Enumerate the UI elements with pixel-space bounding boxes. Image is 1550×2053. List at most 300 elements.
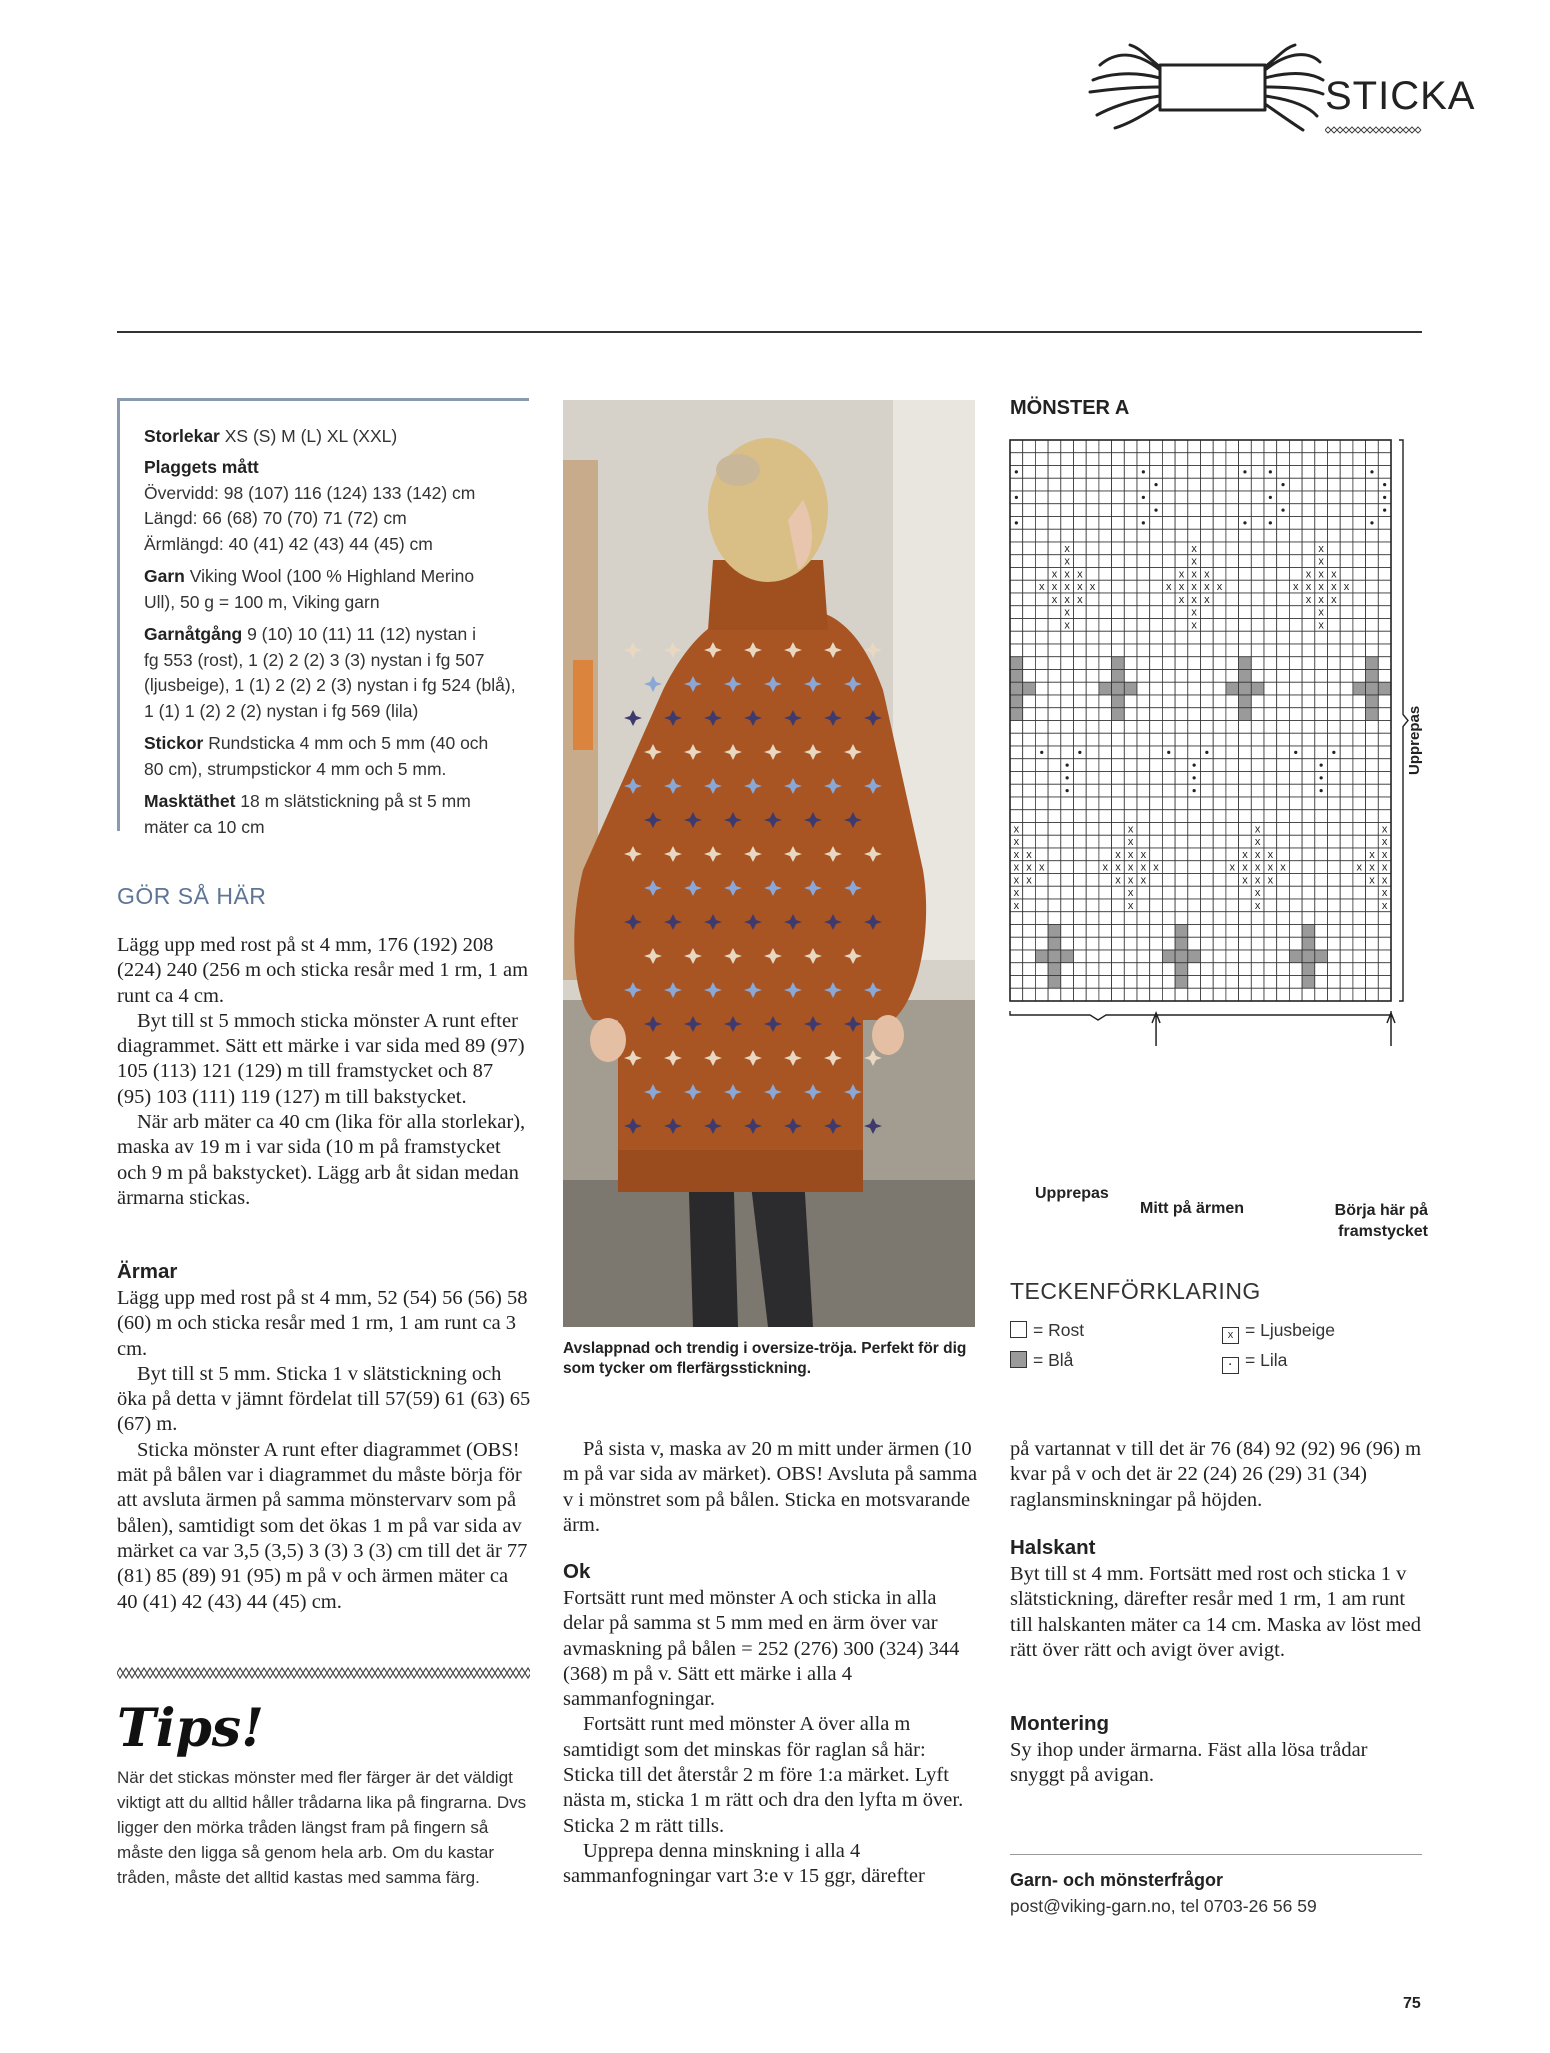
chart-cell xyxy=(1010,568,1023,581)
chart-cell xyxy=(1112,988,1125,1001)
gor-sa-har-text: Lägg upp med rost på st 4 mm, 176 (192) 208 (224) 240 (256 m och sticka resår med 1 rm, 1 am runt ca 4 cm. Byt till st 5 mmoch sticka mönster A runt efter diagrammet. Sätt ett märke i var sida med 89 (97) 105 (113) 121 (129) m till framstycket och 87 (95) 103 (111) 119 (127) m till bakstycket. När arb mäter ca 40 cm (lika för alla storlekar), maska av 19 m i var sida (10 m på framstycket och 9 m på bakstycket). Lägg arb åt sidan medan ärmarna stickas. xyxy=(117,934,529,1209)
chart-cell xyxy=(1328,874,1341,887)
chart-cell xyxy=(1112,466,1125,479)
gray-square-icon xyxy=(1010,1351,1027,1368)
chart-cell-mark: x xyxy=(1381,823,1388,836)
chart-cell-mark: x xyxy=(1381,848,1388,861)
chart-cell xyxy=(1302,466,1315,479)
chart-cell xyxy=(1213,682,1226,695)
chart-cell xyxy=(1086,453,1099,466)
chart-cell xyxy=(1315,721,1328,734)
chart-cell xyxy=(1112,835,1125,848)
chart-cell xyxy=(1277,721,1290,734)
chart-cell xyxy=(1061,925,1074,938)
chart-cell xyxy=(1289,823,1302,836)
chart-cell xyxy=(1289,784,1302,797)
chart-cell xyxy=(1366,529,1379,542)
sizes-line: Storlekar XS (S) M (L) XL (XXL) xyxy=(144,426,398,446)
chart-cell xyxy=(1175,695,1188,708)
chart-cell xyxy=(1048,976,1061,989)
chart-cell xyxy=(1137,542,1150,555)
chart-cell xyxy=(1251,695,1264,708)
chart-cell xyxy=(1366,899,1379,912)
chart-cell xyxy=(1010,912,1023,925)
chart-cell xyxy=(1162,606,1175,619)
chart-cell xyxy=(1074,861,1087,874)
chart-cell xyxy=(1074,937,1087,950)
chart-cell xyxy=(1175,657,1188,670)
chart-cell xyxy=(1010,453,1023,466)
chart-cell xyxy=(1074,619,1087,632)
chart-cell xyxy=(1201,937,1214,950)
chart-cell xyxy=(1226,810,1239,823)
chart-cell xyxy=(1366,937,1379,950)
chart-cell xyxy=(1366,606,1379,619)
chart-cell xyxy=(1175,772,1188,785)
chart-cell xyxy=(1086,478,1099,491)
chart-cell xyxy=(1213,606,1226,619)
chart-cell xyxy=(1074,963,1087,976)
chart-cell xyxy=(1302,682,1315,695)
chart-cell xyxy=(1086,963,1099,976)
chart-cell xyxy=(1048,644,1061,657)
chart-cell-mark: x xyxy=(1191,619,1197,632)
chart-cell xyxy=(1061,670,1074,683)
chart-cell xyxy=(1277,453,1290,466)
chart-cell xyxy=(1315,797,1328,810)
chart-cell-mark: x xyxy=(1166,581,1172,593)
chart-cell xyxy=(1124,682,1137,695)
zigzag-divider xyxy=(1325,126,1423,134)
chart-cell xyxy=(1074,708,1087,721)
chart-cell xyxy=(1162,925,1175,938)
chart-cell xyxy=(1302,644,1315,657)
chart-cell xyxy=(1086,555,1099,568)
chart-cell xyxy=(1137,721,1150,734)
chart-cell xyxy=(1150,517,1163,530)
chart-cell-mark xyxy=(1320,776,1323,779)
chart-cell xyxy=(1264,721,1277,734)
chart-cell xyxy=(1023,886,1036,899)
chart-cell xyxy=(1264,733,1277,746)
chart-cell xyxy=(1086,848,1099,861)
chart-cell xyxy=(1086,670,1099,683)
chart-cell-mark: x xyxy=(1013,823,1020,836)
chart-cell xyxy=(1328,810,1341,823)
chart-cell-mark xyxy=(1281,509,1284,512)
chart-cell xyxy=(1315,466,1328,479)
chart-cell xyxy=(1251,950,1264,963)
chart-cell xyxy=(1124,606,1137,619)
chart-cell xyxy=(1277,848,1290,861)
chart-cell xyxy=(1353,619,1366,632)
chart-cell xyxy=(1226,912,1239,925)
chart-cell xyxy=(1264,784,1277,797)
chart-cell-mark: x xyxy=(1267,874,1274,887)
chart-cell-mark: x xyxy=(1140,848,1147,861)
chart-cell xyxy=(1188,848,1201,861)
chart-cell-mark: x xyxy=(1267,848,1274,861)
chart-cell xyxy=(1340,453,1353,466)
chart-cell xyxy=(1213,797,1226,810)
chart-cell-mark: x xyxy=(1013,899,1020,912)
chart-cell xyxy=(1226,517,1239,530)
chart-cell xyxy=(1061,746,1074,759)
chart-cell xyxy=(1213,912,1226,925)
chart-cell xyxy=(1162,976,1175,989)
chart-cell xyxy=(1201,631,1214,644)
chart-cell xyxy=(1023,478,1036,491)
chart-cell xyxy=(1137,976,1150,989)
chart-cell xyxy=(1315,976,1328,989)
chart-cell xyxy=(1112,746,1125,759)
chart-cell xyxy=(1074,695,1087,708)
chart-cell xyxy=(1112,976,1125,989)
chart-cell xyxy=(1175,784,1188,797)
chart-cell xyxy=(1099,823,1112,836)
chart-cell-mark: x xyxy=(1318,593,1324,606)
chart-cell xyxy=(1099,950,1112,963)
chart-cell-mark: x xyxy=(1204,568,1210,581)
chart-cell xyxy=(1086,797,1099,810)
chart-cell xyxy=(1239,682,1252,695)
chart-cell xyxy=(1353,721,1366,734)
chart-cell xyxy=(1188,721,1201,734)
chart-cell xyxy=(1264,963,1277,976)
chart-cell xyxy=(1251,517,1264,530)
chart-cell xyxy=(1048,937,1061,950)
chart-cell xyxy=(1150,797,1163,810)
chart-cell xyxy=(1150,568,1163,581)
chart-cell xyxy=(1162,874,1175,887)
chart-cell xyxy=(1074,466,1087,479)
chart-cell xyxy=(1099,555,1112,568)
chart-cell xyxy=(1162,682,1175,695)
chart-cell-mark: x xyxy=(1305,593,1312,606)
chart-cell xyxy=(1289,491,1302,504)
chart-cell xyxy=(1366,670,1379,683)
chart-cell xyxy=(1366,542,1379,555)
chart-cell xyxy=(1061,861,1074,874)
chart-cell xyxy=(1048,478,1061,491)
chart-cell xyxy=(1213,670,1226,683)
chart-cell-mark: x xyxy=(1369,861,1375,874)
chart-cell xyxy=(1201,670,1214,683)
chart-cell xyxy=(1162,899,1175,912)
chart-cell xyxy=(1239,440,1252,453)
chart-cell xyxy=(1251,453,1264,466)
chart-cell xyxy=(1074,682,1087,695)
chart-cell xyxy=(1086,708,1099,721)
chart-cell xyxy=(1340,759,1353,772)
chart-cell xyxy=(1302,950,1315,963)
chart-cell xyxy=(1086,466,1099,479)
chart-cell xyxy=(1277,568,1290,581)
chart-cell xyxy=(1353,580,1366,593)
chart-cell xyxy=(1162,670,1175,683)
chart-cell xyxy=(1086,529,1099,542)
chart-cell xyxy=(1328,682,1341,695)
chart-cell xyxy=(1175,453,1188,466)
chart-cell xyxy=(1112,606,1125,619)
chart-cell xyxy=(1239,529,1252,542)
chart-cell xyxy=(1328,784,1341,797)
chart-cell xyxy=(1099,491,1112,504)
chart-cell xyxy=(1251,593,1264,606)
gauge-block: Masktäthet 18 m slätstickning på st 5 mm mäter ca 10 cm xyxy=(144,791,471,837)
chart-cell xyxy=(1175,937,1188,950)
chart-cell xyxy=(1353,657,1366,670)
chart-cell xyxy=(1061,695,1074,708)
chart-cell xyxy=(1023,797,1036,810)
chart-cell xyxy=(1353,682,1366,695)
chart-cell xyxy=(1112,695,1125,708)
chart-cell xyxy=(1150,619,1163,632)
chart-cell xyxy=(1201,874,1214,887)
chart-cell xyxy=(1074,529,1087,542)
chart-cell xyxy=(1239,835,1252,848)
chart-cell xyxy=(1023,568,1036,581)
chart-cell xyxy=(1264,619,1277,632)
chart-cell-mark: x xyxy=(1254,887,1261,899)
chart-cell xyxy=(1150,848,1163,861)
chart-cell xyxy=(1340,784,1353,797)
chart-cell xyxy=(1137,657,1150,670)
chart-cell xyxy=(1099,784,1112,797)
chart-cell xyxy=(1226,606,1239,619)
chart-cell xyxy=(1162,963,1175,976)
chart-cell-mark xyxy=(1066,764,1069,767)
chart-cell xyxy=(1201,542,1214,555)
chart-cell xyxy=(1099,478,1112,491)
chart-cell xyxy=(1213,555,1226,568)
chart-cell xyxy=(1175,670,1188,683)
legend-heading: TECKENFÖRKLARING xyxy=(1010,1278,1261,1304)
chart-cell xyxy=(1315,835,1328,848)
chart-cell xyxy=(1150,670,1163,683)
chart-cell xyxy=(1150,937,1163,950)
chart-cell xyxy=(1124,912,1137,925)
chart-cell xyxy=(1112,963,1125,976)
chart-cell xyxy=(1023,721,1036,734)
chart-cell xyxy=(1124,797,1137,810)
chart-cell xyxy=(1302,733,1315,746)
chart-cell xyxy=(1112,568,1125,581)
chart-cell xyxy=(1226,899,1239,912)
chart-cell xyxy=(1353,963,1366,976)
chart-cell xyxy=(1086,619,1099,632)
chart-cell xyxy=(1035,568,1048,581)
chart-cell xyxy=(1124,453,1137,466)
chart-cell xyxy=(1289,912,1302,925)
chart-cell xyxy=(1112,504,1125,517)
chart-cell xyxy=(1201,721,1214,734)
chart-cell xyxy=(1251,746,1264,759)
chart-cell xyxy=(1315,733,1328,746)
section-heading-gor-sa-har: GÖR SÅ HÄR xyxy=(117,883,267,909)
chart-cell xyxy=(1239,670,1252,683)
chart-cell-mark: x xyxy=(1064,555,1070,568)
chart-cell xyxy=(1150,453,1163,466)
chart-cell xyxy=(1150,874,1163,887)
chart-cell xyxy=(1175,504,1188,517)
chart-cell xyxy=(1112,555,1125,568)
chart-cell xyxy=(1315,504,1328,517)
chart-cell xyxy=(1378,644,1391,657)
chart-cell xyxy=(1378,988,1391,1001)
chart-cell xyxy=(1175,797,1188,810)
chart-cell xyxy=(1162,912,1175,925)
chart-cell xyxy=(1010,988,1023,1001)
chart-cell xyxy=(1188,988,1201,1001)
chart-cell xyxy=(1353,810,1366,823)
chart-cell xyxy=(1048,517,1061,530)
chart-cell xyxy=(1366,835,1379,848)
chart-cell xyxy=(1150,606,1163,619)
chart-cell xyxy=(1264,746,1277,759)
chart-cell xyxy=(1035,619,1048,632)
chart-cell xyxy=(1099,886,1112,899)
chart-cell xyxy=(1175,529,1188,542)
chart-cell xyxy=(1239,580,1252,593)
chart-cell xyxy=(1074,784,1087,797)
chart-cell xyxy=(1315,886,1328,899)
chart-cell xyxy=(1366,491,1379,504)
chart-cell xyxy=(1277,988,1290,1001)
chart-cell xyxy=(1226,568,1239,581)
chart-cell xyxy=(1239,746,1252,759)
chart-cell xyxy=(1137,937,1150,950)
chart-cell xyxy=(1162,772,1175,785)
chart-cell-mark: x xyxy=(1242,861,1248,874)
chart-cell xyxy=(1035,899,1048,912)
chart-cell xyxy=(1239,568,1252,581)
chart-cell xyxy=(1353,695,1366,708)
chart-cell xyxy=(1023,963,1036,976)
chart-cell xyxy=(1086,733,1099,746)
chart-cell xyxy=(1188,708,1201,721)
chart-cell xyxy=(1137,823,1150,836)
chart-cell xyxy=(1239,644,1252,657)
chart-cell xyxy=(1378,708,1391,721)
chart-cell xyxy=(1112,912,1125,925)
chart-cell xyxy=(1239,937,1252,950)
chart-cell xyxy=(1137,988,1150,1001)
chart-cell xyxy=(1137,670,1150,683)
chart-cell xyxy=(1112,810,1125,823)
chart-cell xyxy=(1112,657,1125,670)
chart-cell xyxy=(1213,440,1226,453)
chart-cell xyxy=(1366,453,1379,466)
chart-cell-mark: x xyxy=(1115,874,1121,887)
chart-cell xyxy=(1277,835,1290,848)
chart-cell xyxy=(1366,950,1379,963)
chart-cell xyxy=(1099,912,1112,925)
chart-cell xyxy=(1086,695,1099,708)
chart-cell xyxy=(1201,644,1214,657)
chart-cell xyxy=(1010,682,1023,695)
chart-cell xyxy=(1099,848,1112,861)
chart-cell-mark: x xyxy=(1191,593,1197,606)
chart-cell xyxy=(1150,733,1163,746)
chart-cell xyxy=(1264,810,1277,823)
chart-cell-mark xyxy=(1320,764,1323,767)
chart-cell xyxy=(1315,937,1328,950)
chart-cell xyxy=(1340,937,1353,950)
chart-cell xyxy=(1315,657,1328,670)
chart-cell xyxy=(1112,950,1125,963)
chart-cell xyxy=(1302,453,1315,466)
chart-cell xyxy=(1213,886,1226,899)
chart-cell xyxy=(1074,491,1087,504)
page-number: 75 xyxy=(1403,1995,1421,2012)
chart-cell xyxy=(1289,695,1302,708)
chart-cell xyxy=(1213,899,1226,912)
chart-cell xyxy=(1074,453,1087,466)
chart-cell xyxy=(1023,835,1036,848)
chart-cell xyxy=(1048,835,1061,848)
chart-cell xyxy=(1302,784,1315,797)
chart-cell xyxy=(1353,886,1366,899)
chart-cell xyxy=(1074,988,1087,1001)
chart-cell xyxy=(1162,453,1175,466)
chart-cell xyxy=(1328,963,1341,976)
chart-cell xyxy=(1175,848,1188,861)
chart-cell xyxy=(1124,721,1137,734)
chart-cell xyxy=(1086,721,1099,734)
chart-cell xyxy=(1328,708,1341,721)
chart-cell xyxy=(1340,721,1353,734)
chart-cell xyxy=(1137,950,1150,963)
chart-cell-mark: x xyxy=(1293,581,1299,593)
chart-cell xyxy=(1378,912,1391,925)
chart-cell xyxy=(1340,593,1353,606)
tips-text: När det stickas mönster med fler färger är det väldigt viktigt att du alltid håller trådarna lika på fingrarna. Dvs ligger den mörka tråden längst fram på fingern så måste den ligga så genom hela arb. Om du kastar tråden, måste det alltid kastas med samma färg. xyxy=(117,1768,527,1887)
chart-cell xyxy=(1366,784,1379,797)
chart-cell xyxy=(1099,619,1112,632)
chart-cell xyxy=(1048,733,1061,746)
chart-cell xyxy=(1137,810,1150,823)
chart-cell xyxy=(1213,466,1226,479)
chart-cell xyxy=(1251,529,1264,542)
chart-cell xyxy=(1251,542,1264,555)
chart-cell xyxy=(1302,721,1315,734)
chart-cell xyxy=(1378,950,1391,963)
chart-cell xyxy=(1086,593,1099,606)
chart-cell xyxy=(1061,440,1074,453)
chart-cell xyxy=(1264,937,1277,950)
chart-cell xyxy=(1378,925,1391,938)
chart-cell xyxy=(1251,631,1264,644)
chart-cell xyxy=(1226,695,1239,708)
chart-cell xyxy=(1023,529,1036,542)
chart-cell xyxy=(1124,593,1137,606)
chart-cell xyxy=(1226,682,1239,695)
chart-cell xyxy=(1099,593,1112,606)
chart-cell xyxy=(1328,440,1341,453)
chart-cell xyxy=(1175,963,1188,976)
chart-cell xyxy=(1378,695,1391,708)
chart-cell xyxy=(1112,937,1125,950)
chart-cell xyxy=(1023,772,1036,785)
chart-cell xyxy=(1010,759,1023,772)
chart-cell xyxy=(1302,746,1315,759)
chart-cell xyxy=(1162,937,1175,950)
chart-cell xyxy=(1086,759,1099,772)
chart-cell xyxy=(1023,593,1036,606)
chart-cell xyxy=(1366,478,1379,491)
chart-cell xyxy=(1201,529,1214,542)
